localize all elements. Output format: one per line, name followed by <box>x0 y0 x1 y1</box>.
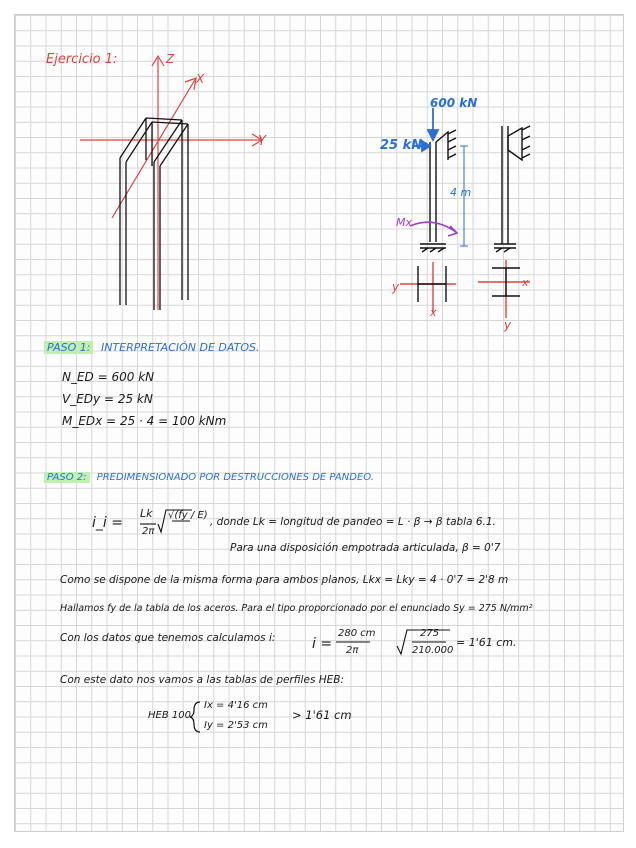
exercise-title: Ejercicio 1: <box>46 52 118 67</box>
step1-header <box>44 341 259 354</box>
lateral-load-label: 25 kN <box>380 138 423 153</box>
axial-load-label: 600 kN <box>430 96 478 110</box>
step1-heading: INTERPRETACIÓN DE DATOS. <box>100 341 260 354</box>
column-elevation-side <box>494 126 530 252</box>
line-lk: Como se dispone de la misma forma para ambos planos, Lkx = Lky = 4 · 0'7 = 2'8 m <box>60 574 509 586</box>
formula-lhs: i_i = <box>92 515 123 531</box>
section2-y-label: y <box>504 318 512 332</box>
step1-line-vedy: V_EDy = 25 kN <box>62 392 153 406</box>
formula-note: , donde Lk = longitud de pandeo = L · β → β tabla 6.1. <box>210 516 496 528</box>
axes-3d <box>80 56 262 310</box>
calc-root-den: 210.000 <box>412 645 454 656</box>
heb-label: HEB 100 <box>148 710 191 721</box>
heb-compare: > 1'61 cm <box>292 708 352 722</box>
heb-iy: Iy = 2'53 cm <box>204 720 268 731</box>
moment-arc <box>410 222 457 236</box>
formula-den: 2π <box>142 526 155 537</box>
line-fy: Hallamos fy de la tabla de los aceros. Para el tipo proporcionado por el enunciado Sy = 275 N/mm² <box>60 603 533 614</box>
section-x-label: x <box>430 306 437 319</box>
note-empotrada: Para una disposición empotrada articulada, β = 0'7 <box>230 542 501 554</box>
z-axis-label: Z <box>166 52 175 66</box>
y-axis-label: Y <box>258 134 266 149</box>
length-label: 4 m <box>450 186 472 199</box>
calc-result: = 1'61 cm. <box>456 636 517 649</box>
section2-x-label: x <box>522 276 529 289</box>
step1-line-ned: N_ED = 600 kN <box>62 370 155 384</box>
step1-line-medx: M_EDx = 25 · 4 = 100 kNm <box>62 414 227 428</box>
line-heb: Con este dato nos vamos a las tablas de perfiles HEB: <box>60 674 345 686</box>
heb-brace <box>190 702 200 732</box>
x-axis-label: X <box>196 72 205 86</box>
calc-num: 280 cm <box>338 628 376 639</box>
cross-section-x <box>478 260 530 318</box>
step2-heading: PREDIMENSIONADO POR DESTRUCCIONES DE PANDEO. <box>96 472 374 483</box>
formula-root: √(fy / E) <box>168 510 208 521</box>
calc-den: 2π <box>346 645 359 656</box>
step2-label: PASO 2: <box>44 472 90 483</box>
formula-num: Lk <box>140 507 153 520</box>
frame-3d <box>120 118 188 310</box>
line-calc: Con los datos que tenemos calculamos i: <box>60 632 276 644</box>
calc-root-num: 275 <box>420 628 440 639</box>
moment-label: Mx <box>396 216 413 229</box>
cross-section-y <box>400 262 456 312</box>
section-y-label: y <box>392 280 400 294</box>
calc-lhs: i = <box>312 636 333 652</box>
step2-header <box>44 472 374 483</box>
heb-ix: Ix = 4'16 cm <box>204 700 268 711</box>
step1-label: PASO 1: <box>44 341 93 354</box>
axial-load-arrow <box>428 108 438 140</box>
